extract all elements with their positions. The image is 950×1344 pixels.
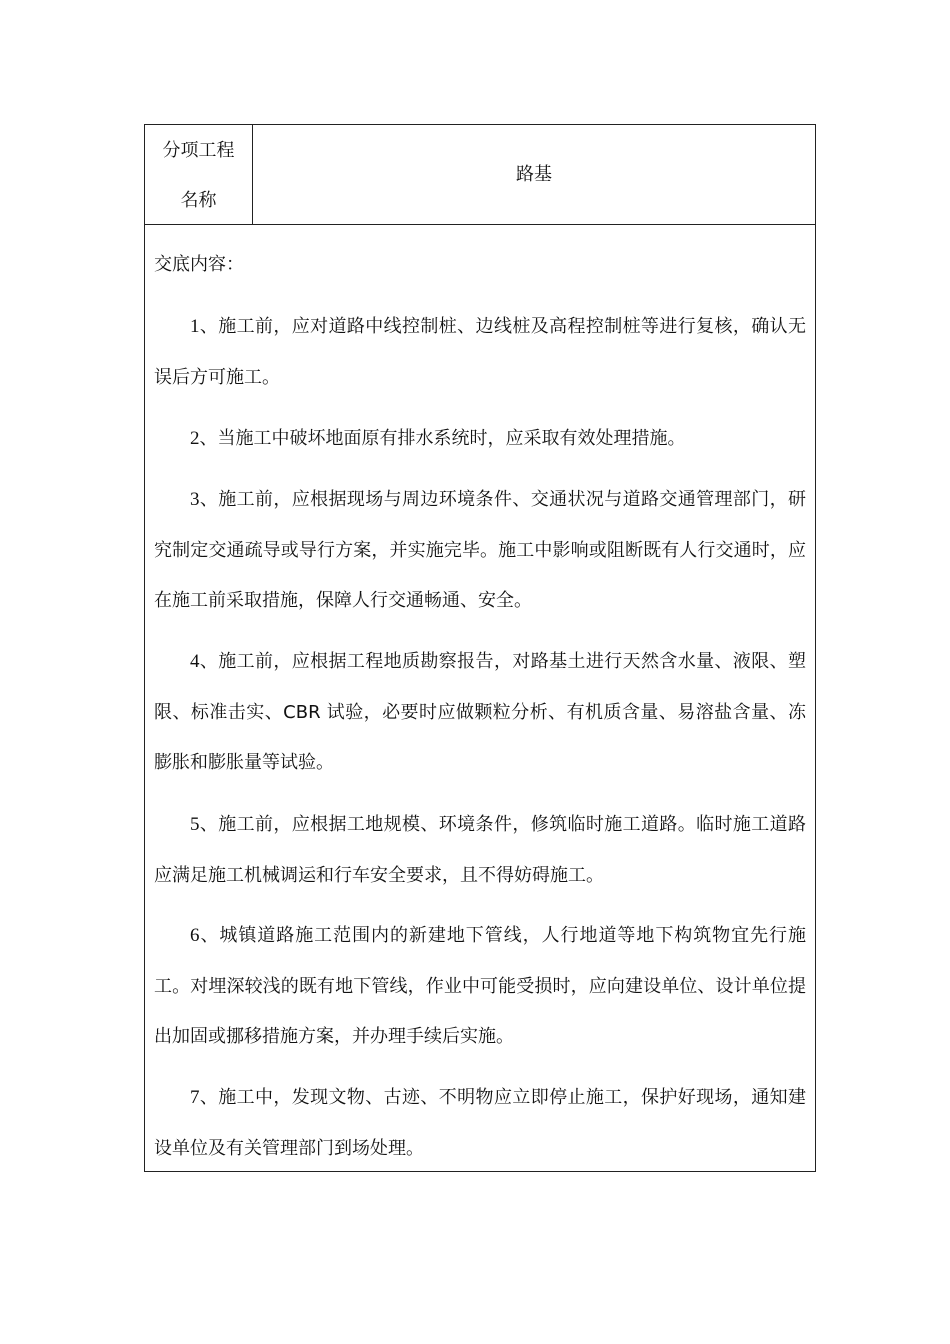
disclosure-table (144, 124, 816, 1172)
item-text: 、当施工中破坏地面原有排水系统时，应采取有效处理措施。 (199, 428, 686, 449)
item-name-label-line1: 分项工程 (162, 140, 235, 161)
item-number: 3 (190, 489, 200, 510)
item-number: 4 (190, 651, 200, 672)
item-text: 、施工前，应根据现场与周边环境条件、交通状况与道路交通管理部门，研究制定交通疏导或导行方案，并实施完毕。施工中影响或阻断既有人行交通时，应在施工前采取措施，保障人行交通畅通、安全。 (154, 489, 806, 611)
item-name-value: 路基 (516, 164, 552, 185)
content-item-1 (154, 302, 806, 403)
item-name-value-cell (253, 125, 815, 224)
content-item-5 (154, 800, 806, 901)
item-name-label-line2: 名称 (180, 190, 217, 211)
item-number: 1 (190, 316, 200, 337)
content-item-6 (154, 911, 806, 1063)
content-item-2 (154, 414, 806, 465)
content-label: 交底内容： (154, 254, 244, 275)
item-number: 6 (190, 925, 200, 946)
content-item-3 (154, 475, 806, 627)
item-text: 、施工前，应根据工地规模、环境条件，修筑临时施工道路。临时施工道路应满足施工机械调运和行车安全要求，且不得妨碍施工。 (154, 814, 806, 886)
header-row (145, 125, 815, 225)
item-text: 、施工中，发现文物、古迹、不明物应立即停止施工，保护好现场，通知建设单位及有关管理部门到场处理。 (154, 1087, 806, 1159)
item-text: 、施工前，应根据工程地质勘察报告，对路基土进行天然含水量、液限、塑限、标准击实、CBR 试验，必要时应做颗粒分析、有机质含量、易溶盐含量、冻膨胀和膨胀量等试验。 (154, 651, 806, 773)
content-item-4 (154, 637, 806, 789)
item-text: 、施工前，应对道路中线控制桩、边线桩及高程控制桩等进行复核，确认无误后方可施工。 (154, 316, 806, 388)
item-name-label-cell (145, 125, 253, 224)
content-cell (145, 225, 815, 1171)
item-text: 、城镇道路施工范围内的新建地下管线，人行地道等地下构筑物宜先行施工。对埋深较浅的既有地下管线，作业中可能受损时，应向建设单位、设计单位提出加固或挪移措施方案，并办理手续后实施。 (154, 925, 806, 1047)
content-item-7 (154, 1073, 806, 1174)
item-number: 7 (190, 1087, 200, 1108)
item-number: 2 (190, 428, 200, 449)
item-number: 5 (190, 814, 200, 835)
